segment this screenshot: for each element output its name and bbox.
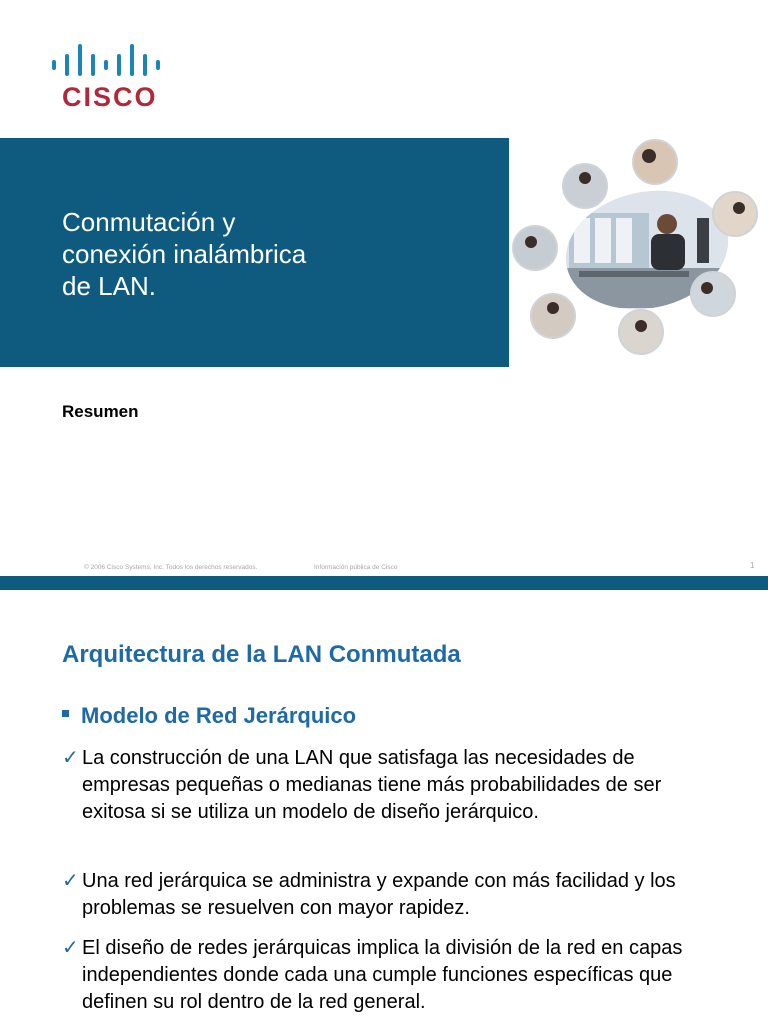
section-title: Arquitectura de la LAN Conmutada [62, 641, 461, 668]
list-item-text: La construcción de una LAN que satisfaga las necesidades de empresas pequeñas o medianas tiene más probabilidades de ser exitosa si se utiliza un modelo de diseño jerárquico. [82, 747, 662, 823]
cisco-bars-icon [52, 44, 176, 76]
slide-title: Conmutación y conexión inalámbrica de LAN. [62, 207, 307, 301]
bullet-heading-text: Modelo de Red Jerárquico [81, 703, 357, 728]
list-item [62, 935, 722, 1016]
list-item [62, 745, 722, 826]
cisco-logo [52, 44, 176, 110]
bullet-heading [62, 703, 356, 729]
logo-wordmark: CISCO [62, 82, 158, 112]
checkmark-icon: ✓ [62, 870, 79, 892]
list-item-text: El diseño de redes jerárquicas implica la división de la red en capas independientes donde cada una cumple funciones específicas que definen su rol dentro de la red general. [82, 937, 683, 1013]
square-bullet-icon [62, 710, 69, 717]
checkmark-icon: ✓ [62, 937, 79, 959]
checkmark-icon: ✓ [62, 747, 79, 769]
page-number: 1 [750, 561, 755, 570]
people-collage [509, 138, 768, 367]
list-item [62, 868, 722, 922]
slide-subtitle: Resumen [62, 402, 139, 421]
slide-divider [0, 576, 768, 590]
classification-footer: Información pública de Cisco [314, 564, 398, 571]
photo-collage-image [509, 138, 768, 367]
list-item-text: Una red jerárquica se administra y expande con más facilidad y los problemas se resuelven con mayor rapidez. [82, 870, 676, 919]
copyright-footer: © 2006 Cisco Systems, Inc. Todos los derechos reservados. [84, 564, 258, 571]
